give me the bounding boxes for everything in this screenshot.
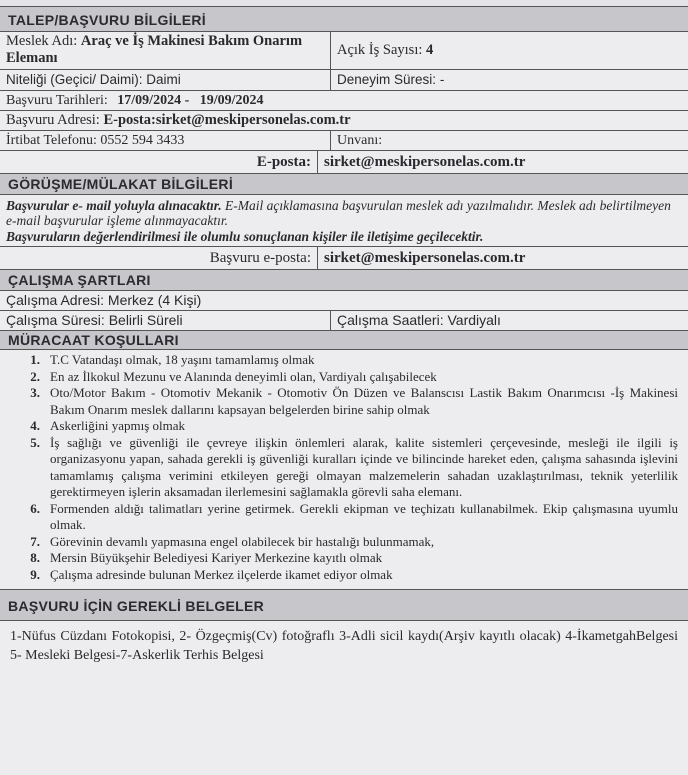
- list-item-text: Oto/Motor Bakım - Otomotiv Mekanik - Otomotiv Ön Düzen ve Balanscısı Lastik Bakım Onarımcısı -İş Makinesi Bakım Onarım meslek dallarını kapsayan belgelerden birine sahip olmak: [50, 385, 678, 417]
- list-item: [4, 550, 678, 567]
- interview-email-value: sirket@meskipersonelas.com.tr: [324, 250, 526, 266]
- list-item: [4, 567, 678, 584]
- section-title-interview: GÖRÜŞME/MÜLAKAT BİLGİLERİ: [0, 174, 688, 195]
- row-interview-email: [0, 247, 688, 270]
- list-item-number: 7.: [30, 533, 40, 549]
- row-nature: [0, 70, 688, 91]
- nature-label: Niteliği (Geçici/ Daimi):: [6, 72, 143, 87]
- documents-text: 1-Nüfus Cüzdanı Fotokopisi, 2- Özgeçmiş(Cv) fotoğraflı 3-Adli sicil kaydı(Arşiv kayıtlı olacak) 4-İkametgahBelgesi 5- Mesleki Belgesi-7-Askerlik Terhis Belgesi: [10, 629, 678, 663]
- list-item-number: 8.: [30, 550, 40, 565]
- list-item-text: İş sağlığı ve güvenliği ile çevreye ilişkin önlemleri alarak, kalite sistemleri çerçevesinde, mesleği ile ilgili iş organizasyonu yapan, sahada gerekli iş güvenliği kuralları içinde ve bilincinde hareket eden, çalışma sahasında işlevini tamamlamış çalışma verimini etkileyen gereği olmayan malzemelerin sahadan uzaklaştırılması, teknik yeterlilik gerektirmeyen işlerin aksamadan ilerlemesini sağlamakla görevli saha elemanı.: [50, 434, 678, 499]
- profession-value: Araç ve İş Makinesi Bakım Onarım Elemanı: [6, 33, 303, 66]
- work-address: Çalışma Adresi: Merkez (4 Kişi): [6, 292, 202, 308]
- section-title-documents: BAŞVURU İÇİN GEREKLİ BELGELER: [0, 590, 688, 621]
- section-title-conditions: ÇALIŞMA ŞARTLARI: [0, 270, 688, 291]
- dates-value: 17/09/2024 - 19/09/2024: [117, 93, 264, 108]
- list-item: [4, 435, 678, 501]
- list-item: [4, 501, 678, 534]
- address-label: Başvuru Adresi:: [6, 112, 100, 128]
- work-hours: Çalışma Saatleri: Vardiyalı: [337, 312, 501, 328]
- list-item-number: 5.: [30, 434, 40, 450]
- list-item-text: Görevinin devamlı yapmasına engel olabilecek bir hastalığı bulunmamak,: [50, 533, 435, 549]
- experience-label: Deneyim Süresi:: [337, 72, 437, 87]
- row-work-address: [0, 291, 688, 311]
- openings-label: Açık İş Sayısı:: [337, 42, 423, 58]
- work-duration: Çalışma Süresi: Belirli Süreli: [0, 311, 331, 330]
- row-dates: [0, 91, 688, 111]
- list-item-text: Çalışma adresinde bulunan Merkez ilçelerde ikamet ediyor olmak: [50, 566, 393, 582]
- profession-cell: [0, 32, 331, 69]
- list-item: [4, 534, 678, 551]
- list-item-text: Mersin Büyükşehir Belediyesi Kariyer Merkezine kayıtlı olmak: [50, 550, 383, 565]
- list-item-number: 6.: [30, 500, 40, 516]
- email-value: sirket@meskipersonelas.com.tr: [324, 154, 526, 170]
- list-item: [4, 352, 678, 369]
- email-label: E-posta:: [0, 151, 318, 173]
- phone-cell: [0, 131, 331, 150]
- list-item-text: En az İlkokul Mezunu ve Alanında deneyimli olan, Vardiyalı çalışabilecek: [50, 368, 437, 384]
- row-work-duration: [0, 311, 688, 331]
- list-item: [4, 418, 678, 435]
- list-item-number: 4.: [30, 418, 40, 433]
- dates-cell: [0, 91, 270, 110]
- openings-cell: [331, 32, 439, 69]
- list-item-number: 9.: [30, 566, 40, 582]
- cropped-top-row: [0, 0, 688, 7]
- requirements-list: [0, 350, 688, 590]
- row-address: [0, 111, 688, 131]
- list-item: [4, 385, 678, 418]
- nature-cell: [0, 70, 331, 90]
- interview-notes: [0, 195, 688, 247]
- interview-email-label: Başvuru e-posta:: [0, 247, 318, 269]
- phone-value: 0552 594 3433: [100, 133, 185, 148]
- openings-value: 4: [426, 42, 434, 58]
- dates-label: Başvuru Tarihleri:: [6, 93, 108, 108]
- row-phone: [0, 131, 688, 151]
- interview-note-1: [0, 198, 688, 228]
- profession-label: Meslek Adı:: [6, 33, 78, 49]
- list-item-number: 3.: [30, 385, 40, 400]
- title-cell: [331, 131, 388, 150]
- list-item-number: 2.: [30, 368, 40, 384]
- interview-note-1a: Başvurular e- mail yoluyla alınacaktır.: [6, 198, 222, 213]
- nature-value: Daimi: [146, 72, 181, 87]
- list-item: [4, 369, 678, 386]
- address-cell: [0, 111, 357, 130]
- section-title-application: TALEP/BAŞVURU BİLGİLERİ: [0, 7, 688, 32]
- section-title-requirements: MÜRACAAT KOŞULLARI: [0, 331, 688, 350]
- list-item-text: T.C Vatandaşı olmak, 18 yaşını tamamlamış olmak: [50, 352, 315, 367]
- address-value: E-posta:sirket@meskipersonelas.com.tr: [103, 112, 351, 128]
- interview-note-2: Başvuruların değerlendirilmesi ile olumlu sonuçlanan kişiler ile iletişime geçilecektir.: [6, 229, 484, 244]
- experience-value: -: [439, 72, 445, 87]
- experience-cell: [331, 70, 450, 90]
- list-item-number: 1.: [30, 352, 40, 367]
- list-item-text: Formenden aldığı talimatları yerine getirmek. Gerekli ekipman ve teçhizatı kullanabilmek. Ekip çalışmasına uyumlu olmak.: [50, 500, 678, 532]
- list-item-text: Askerliğini yapmış olmak: [50, 418, 186, 433]
- row-email: [0, 151, 688, 174]
- interview-note-1b: E-Mail açıklamasına başvurulan meslek adı yazılmalıdır. Meslek adı belirtilmeyen e-mail başvurular işleme alınmayacaktır.: [6, 198, 671, 228]
- phone-label: İrtibat Telefonu:: [6, 133, 97, 148]
- row-profession: [0, 32, 688, 70]
- title-label: Unvanı:: [337, 133, 383, 148]
